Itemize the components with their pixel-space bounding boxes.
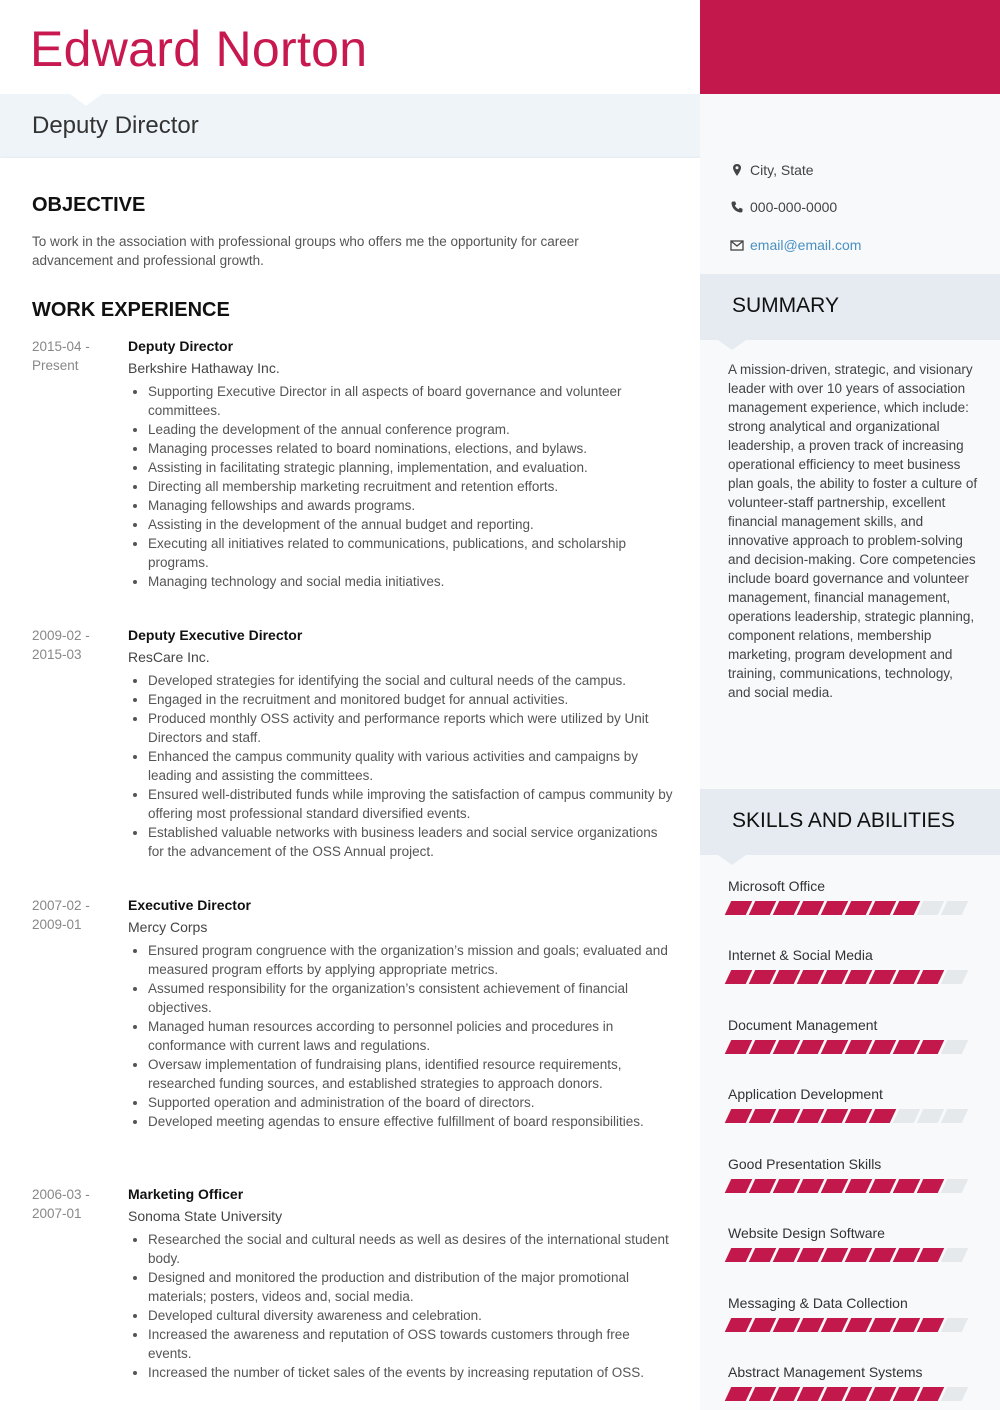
skill-segment-filled (773, 901, 801, 915)
job-body (128, 1185, 676, 1382)
skill-segment-filled (917, 1248, 945, 1262)
job-bullet: • Supporting Executive Director in all aspects of board governance and volunteer committees. (148, 382, 676, 420)
skills-notch (718, 855, 746, 865)
skill-segment-empty (941, 1318, 969, 1332)
skill-name: Messaging & Data Collection (728, 1295, 908, 1311)
location-text: City, State (750, 162, 814, 178)
skill-segment-filled (821, 1387, 849, 1401)
skill-segment-filled (917, 1040, 945, 1054)
skill-segment-empty (941, 1248, 969, 1262)
skill-rating-bar (728, 1109, 972, 1123)
skill-segment-filled (749, 1318, 777, 1332)
job-bullet: • Increased the number of ticket sales of the events by increasing reputation of OSS. (148, 1363, 676, 1382)
skill-segment-empty (941, 1109, 969, 1123)
skill-segment-filled (917, 1179, 945, 1193)
skill-segment-filled (725, 1387, 753, 1401)
skill-segment-filled (773, 1179, 801, 1193)
skill-segment-filled (821, 1179, 849, 1193)
job-bullets (128, 671, 676, 861)
skill-segment-filled (821, 1248, 849, 1262)
skill-segment-filled (797, 1109, 825, 1123)
job-body (128, 626, 676, 861)
job-dates: 2007-02 - 2009-01 (32, 898, 90, 932)
skill-segment-filled (893, 970, 921, 984)
skill-segment-empty (917, 1109, 945, 1123)
job-bullet: • Ensured program congruence with the organization’s mission and goals; evaluated and measured program efforts by applying appropriate metrics. (148, 941, 676, 979)
skill-segment-filled (869, 1179, 897, 1193)
skill-segment-filled (893, 1248, 921, 1262)
job-company: Mercy Corps (128, 919, 208, 935)
job-bullet: • Developed meeting agendas to ensure effective fulfillment of board responsibilities. (148, 1112, 676, 1131)
job-bullet: • Established valuable networks with business leaders and social service organizations for the advancement of the OSS Annual project. (148, 823, 676, 861)
job-bullet: • Managing technology and social media initiatives. (148, 572, 676, 591)
skill-segment-filled (893, 1040, 921, 1054)
job-bullet: • Increased the awareness and reputation of OSS towards customers through free events. (148, 1325, 676, 1363)
skill-segment-filled (845, 1248, 873, 1262)
name-header (0, 0, 700, 94)
skill-segment-filled (725, 1318, 753, 1332)
skill-segment-filled (893, 1387, 921, 1401)
skill-segment-filled (725, 1109, 753, 1123)
skill-segment-filled (821, 901, 849, 915)
job-bullet: • Ensured well-distributed funds while improving the satisfaction of campus community by offering most professional standard diversified events. (148, 785, 676, 823)
skill-segment-filled (845, 970, 873, 984)
skill-segment-filled (725, 1179, 753, 1193)
objective-heading: OBJECTIVE (32, 194, 146, 216)
skill-segment-filled (773, 1318, 801, 1332)
skills-band (700, 789, 1000, 855)
job-role: Deputy Executive Director (128, 627, 303, 643)
job-company: Sonoma State University (128, 1208, 283, 1224)
skill-segment-filled (725, 970, 753, 984)
skill-rating-bar (728, 1179, 972, 1193)
job-role: Marketing Officer (128, 1186, 244, 1202)
job-bullet: • Enhanced the campus community quality with various activities and campaigns by leading and assisting the committees. (148, 747, 676, 785)
summary-notch (718, 340, 746, 350)
skill-segment-filled (845, 1040, 873, 1054)
skill-rating-bar (728, 1318, 972, 1332)
summary-text: A mission-driven, strategic, and visionary leader with over 10 years of association management experience, which include: strong analytical and organizational leadership, a proven track of increasing operational efficiency to meet business plan goals, the ability to foster a culture of volunteer-staff partnership, excellent financial management skills, and innovative approach to problem-solving and decision-making. Core competencies include board governance and volunteer management, financial management, operations leadership, strategic planning, component relations, membership marketing, program development and training, communications, technology, and social media. (728, 362, 978, 700)
job-bullet: • Directing all membership marketing recruitment and retention efforts. (148, 477, 676, 496)
job-bullet: • Oversaw implementation of fundraising plans, identified resource requirements, researched funding sources, and established strategies to approach donors. (148, 1055, 676, 1093)
skill-segment-filled (773, 1109, 801, 1123)
skill-segment-filled (773, 1248, 801, 1262)
header-accent-block (700, 0, 1000, 94)
job-dates: 2015-04 - Present (32, 339, 90, 373)
skill-rating-bar (728, 1248, 972, 1262)
skill-segment-filled (917, 970, 945, 984)
job-bullet: • Designed and monitored the production and distribution of the major promotional materials; posters, videos and, social media. (148, 1268, 676, 1306)
skill-segment-filled (869, 901, 897, 915)
summary-heading: SUMMARY (732, 294, 839, 317)
skill-rating-bar (728, 1387, 972, 1401)
skill-segment-empty (941, 1387, 969, 1401)
job-bullet: • Managing processes related to board nominations, elections, and bylaws. (148, 439, 676, 458)
skill-segment-filled (725, 901, 753, 915)
skill-segment-empty (941, 901, 969, 915)
skill-item (728, 946, 972, 984)
skill-name: Abstract Management Systems (728, 1364, 923, 1380)
objective-text: To work in the association with professional groups who offers me the opportunity for career advancement and professional growth. (32, 234, 579, 268)
phone-text: 000-000-0000 (750, 199, 838, 215)
skill-segment-filled (869, 1318, 897, 1332)
skill-segment-filled (845, 901, 873, 915)
skill-item (728, 1224, 972, 1262)
summary-band (700, 274, 1000, 340)
job-bullet: • Managing fellowships and awards programs. (148, 496, 676, 515)
job-role: Deputy Director (128, 338, 234, 354)
job-bullet: • Assumed responsibility for the organization’s consistent achievement of financial objectives. (148, 979, 676, 1017)
skill-item (728, 1363, 972, 1401)
skill-name: Application Development (728, 1086, 883, 1102)
job-company: Berkshire Hathaway Inc. (128, 360, 280, 376)
skill-item (728, 877, 972, 915)
skill-segment-filled (869, 970, 897, 984)
skill-segment-empty (941, 1179, 969, 1193)
skill-segment-filled (893, 901, 921, 915)
skill-segment-filled (821, 970, 849, 984)
job-bullet: • Assisting in facilitating strategic planning, implementation, and evaluation. (148, 458, 676, 477)
job-dates: 2006-03 - 2007-01 (32, 1187, 90, 1221)
skill-segment-filled (845, 1387, 873, 1401)
skill-name: Website Design Software (728, 1225, 885, 1241)
job-bullet: • Engaged in the recruitment and monitored budget for annual activities. (148, 690, 676, 709)
skill-segment-filled (821, 1318, 849, 1332)
skill-segment-filled (869, 1040, 897, 1054)
skill-item (728, 1016, 972, 1054)
skill-segment-filled (893, 1318, 921, 1332)
skill-segment-filled (845, 1109, 873, 1123)
skill-segment-filled (749, 970, 777, 984)
skill-rating-bar (728, 901, 972, 915)
skill-segment-filled (797, 1248, 825, 1262)
skill-segment-filled (797, 1179, 825, 1193)
skill-rating-bar (728, 1040, 972, 1054)
skill-segment-filled (893, 1179, 921, 1193)
job-bullet: • Supported operation and administration of the board of directors. (148, 1093, 676, 1112)
title-band (0, 94, 700, 158)
job-bullet: • Produced monthly OSS activity and performance reports which were utilized by Unit Directors and staff. (148, 709, 676, 747)
skill-item (728, 1294, 972, 1332)
location-pin-icon (730, 163, 744, 177)
main-column (0, 158, 700, 1410)
job-bullets (128, 382, 676, 591)
skill-item (728, 1085, 972, 1123)
skill-segment-filled (749, 1109, 777, 1123)
job-bullets (128, 941, 676, 1131)
skill-name: Internet & Social Media (728, 947, 873, 963)
skill-segment-filled (845, 1318, 873, 1332)
skill-segment-empty (941, 970, 969, 984)
title-notch (70, 94, 102, 106)
skill-segment-filled (773, 1387, 801, 1401)
sidebar (700, 94, 1000, 1410)
skill-segment-empty (893, 1109, 921, 1123)
skill-segment-filled (821, 1109, 849, 1123)
skill-segment-filled (869, 1387, 897, 1401)
skill-segment-filled (797, 901, 825, 915)
skill-segment-filled (797, 1318, 825, 1332)
skill-segment-filled (725, 1248, 753, 1262)
skill-segment-filled (749, 1179, 777, 1193)
skill-segment-filled (869, 1109, 897, 1123)
job-bullet: • Leading the development of the annual conference program. (148, 420, 676, 439)
skill-segment-filled (773, 1040, 801, 1054)
skill-segment-filled (749, 1248, 777, 1262)
job-title: Deputy Director (32, 112, 199, 139)
job-body (128, 896, 676, 1131)
skill-segment-filled (821, 1040, 849, 1054)
skill-name: Good Presentation Skills (728, 1156, 882, 1172)
skill-segment-filled (869, 1248, 897, 1262)
job-bullets (128, 1230, 676, 1382)
skill-segment-filled (749, 1040, 777, 1054)
job-bullet: • Developed strategies for identifying the social and cultural needs of the campus. (148, 671, 676, 690)
skill-name: Microsoft Office (728, 878, 825, 894)
phone-icon (730, 200, 744, 214)
skill-rating-bar (728, 970, 972, 984)
job-bullet: • Executing all initiatives related to communications, publications, and scholarship programs. (148, 534, 676, 572)
email-link[interactable]: email@email.com (750, 237, 862, 253)
skill-segment-filled (725, 1040, 753, 1054)
skill-name: Document Management (728, 1017, 878, 1033)
job-bullet: • Assisting in the development of the annual budget and reporting. (148, 515, 676, 534)
skill-item (728, 1155, 972, 1193)
job-bullet: • Managed human resources according to personnel policies and procedures in conformance with current laws and regulations. (148, 1017, 676, 1055)
skill-segment-filled (917, 1318, 945, 1332)
skill-segment-filled (797, 1387, 825, 1401)
candidate-name: Edward Norton (30, 21, 368, 77)
skill-segment-filled (749, 1387, 777, 1401)
work-experience-heading: WORK EXPERIENCE (32, 299, 230, 321)
skill-segment-filled (797, 970, 825, 984)
job-role: Executive Director (128, 897, 251, 913)
job-dates: 2009-02 - 2015-03 (32, 628, 90, 662)
job-bullet: • Researched the social and cultural needs as well as desires of the international student body. (148, 1230, 676, 1268)
job-bullet: • Developed cultural diversity awareness and celebration. (148, 1306, 676, 1325)
skill-segment-filled (773, 970, 801, 984)
skill-segment-filled (797, 1040, 825, 1054)
envelope-icon (730, 238, 744, 252)
skill-segment-empty (941, 1040, 969, 1054)
job-body (128, 337, 676, 591)
job-company: ResCare Inc. (128, 649, 210, 665)
skill-segment-filled (845, 1179, 873, 1193)
skills-heading: SKILLS AND ABILITIES (732, 809, 955, 832)
skill-segment-empty (917, 901, 945, 915)
skill-segment-filled (917, 1387, 945, 1401)
skill-segment-filled (749, 901, 777, 915)
